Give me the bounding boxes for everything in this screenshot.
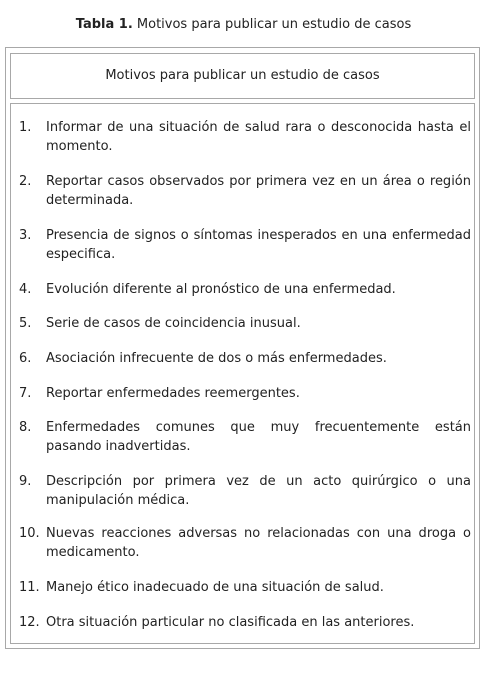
list-item-text: Asociación infrecuente de dos o más enfermedades. [46,351,387,366]
list-item-number: 9. [19,474,32,489]
list-item-number: 3. [19,228,32,243]
table-body-cell [10,103,475,644]
list-item [19,524,471,562]
list-item [19,578,471,597]
list-item-text: Evolución diferente al pronóstico de una enfermedad. [46,282,396,297]
list-item-text: Serie de casos de coincidencia inusual. [46,316,301,331]
list-item [19,349,471,368]
list-item-text: Reportar enfermedades reemergentes. [46,386,300,401]
list-item-number: 2. [19,174,32,189]
list-item [19,472,471,510]
table-caption-label: Tabla 1. [75,17,133,32]
list-item [19,418,471,456]
list-item-number: 6. [19,351,32,366]
list-item-text: Nuevas reacciones adversas no relacionadas con una droga o medicamento. [46,526,471,560]
reasons-table [5,47,480,649]
table-header-cell: Motivos para publicar un estudio de casos [10,53,475,99]
list-item [19,613,471,632]
list-item-number: 8. [19,420,32,435]
list-item [19,226,471,264]
list-item-text: Descripción por primera vez de un acto quirúrgico o una manipulación médica. [46,474,471,508]
list-item [19,384,471,403]
list-item-number: 12. [19,615,40,630]
list-item-text: Presencia de signos o síntomas inesperados en una enfermedad especifica. [46,228,471,262]
list-item [19,172,471,210]
list-item-number: 1. [19,120,32,135]
list-item-text: Otra situación particular no clasificada en las anteriores. [46,615,415,630]
list-item [19,118,471,156]
list-item-text: Reportar casos observados por primera vez en un área o región determinada. [46,174,471,208]
table-caption-title: Motivos para publicar un estudio de casos [136,17,412,32]
list-item-number: 4. [19,282,32,297]
table-caption [0,17,487,35]
list-item-number: 10. [19,526,40,541]
list-item-text: Informar de una situación de salud rara o desconocida hasta el momento. [46,120,471,154]
list-item [19,280,471,299]
list-item-number: 11. [19,580,40,595]
list-item-text: Manejo ético inadecuado de una situación de salud. [46,580,384,595]
list-item-text: Enfermedades comunes que muy frecuentemente están pasando inadvertidas. [46,420,471,454]
list-item-number: 5. [19,316,32,331]
list-item [19,314,471,333]
list-item-number: 7. [19,386,32,401]
